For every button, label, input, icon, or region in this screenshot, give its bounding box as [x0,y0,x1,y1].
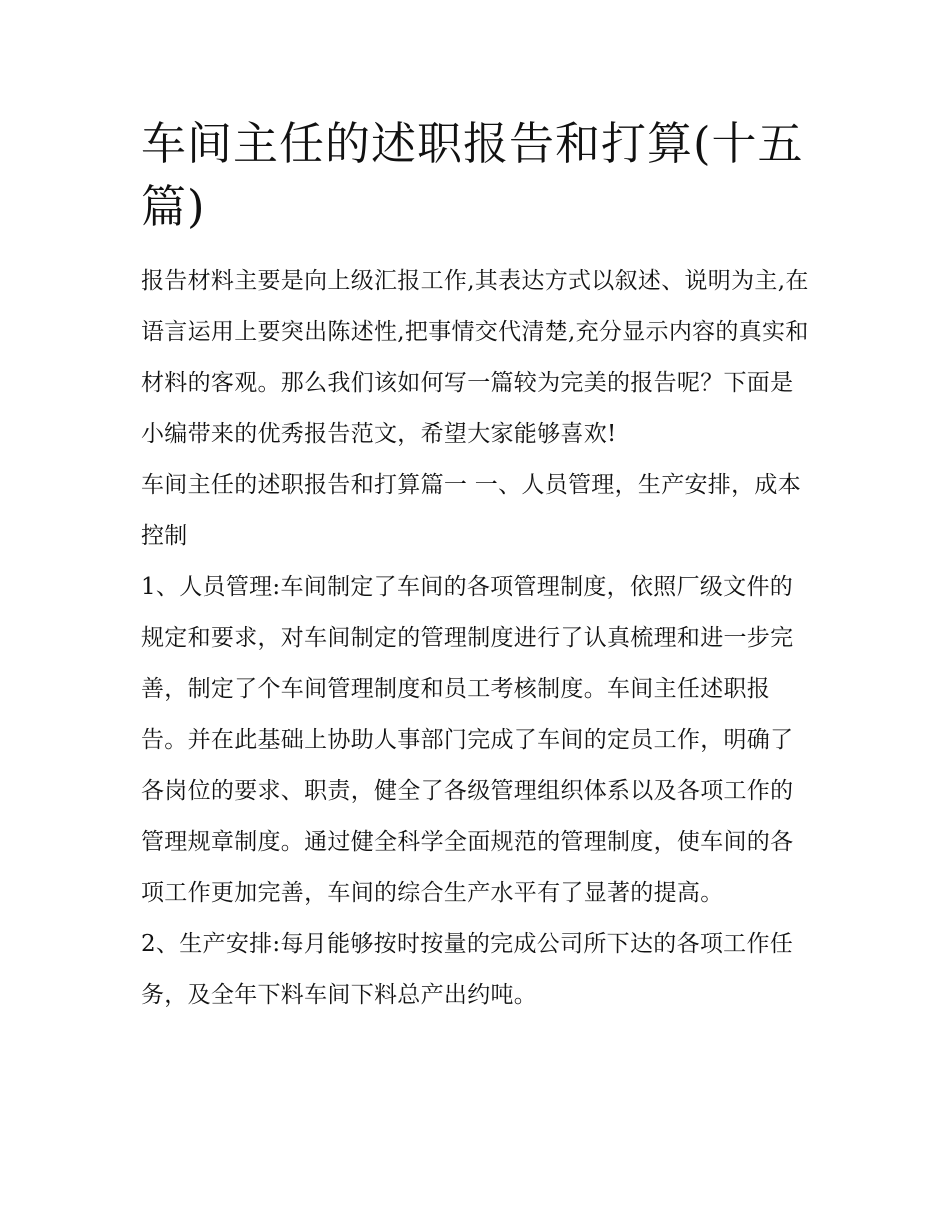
item-1-paragraph: 1、人员管理:车间制定了车间的各项管理制度，依照厂级文件的规定和要求，对车间制定的管理制度进行了认真梳理和进一步完善，制定了个车间管理制度和员工考核制度。车间主任述职报告。并在此基础上协助人事部门完成了车间的定员工作，明确了各岗位的要求、职责，健全了各级管理组织体系以及各项工作的管理规章制度。通过健全科学全面规范的管理制度，使车间的各项工作更加完善，车间的综合生产水平有了显著的提高。 [141,574,794,906]
document-title: 车间主任的述职报告和打算(十五篇) [141,117,804,233]
intro-paragraph: 报告材料主要是向上级汇报工作,其表达方式以叙述、说明为主,在语言运用上要突出陈述性,把事情交代清楚,充分显示内容的真实和材料的客观。那么我们该如何写一篇较为完美的报告呢？下面是小编带来的优秀报告范文，希望大家能够喜欢! [141,268,809,447]
document-page [141,112,813,1021]
section-heading: 车间主任的述职报告和打算篇一 一、人员管理，生产安排，成本控制 [141,472,802,549]
title-block [141,112,813,238]
item-2-paragraph: 2、生产安排:每月能够按时按量的完成公司所下达的各项工作任务，及全年下料车间下料总产出约吨。 [141,931,794,1008]
